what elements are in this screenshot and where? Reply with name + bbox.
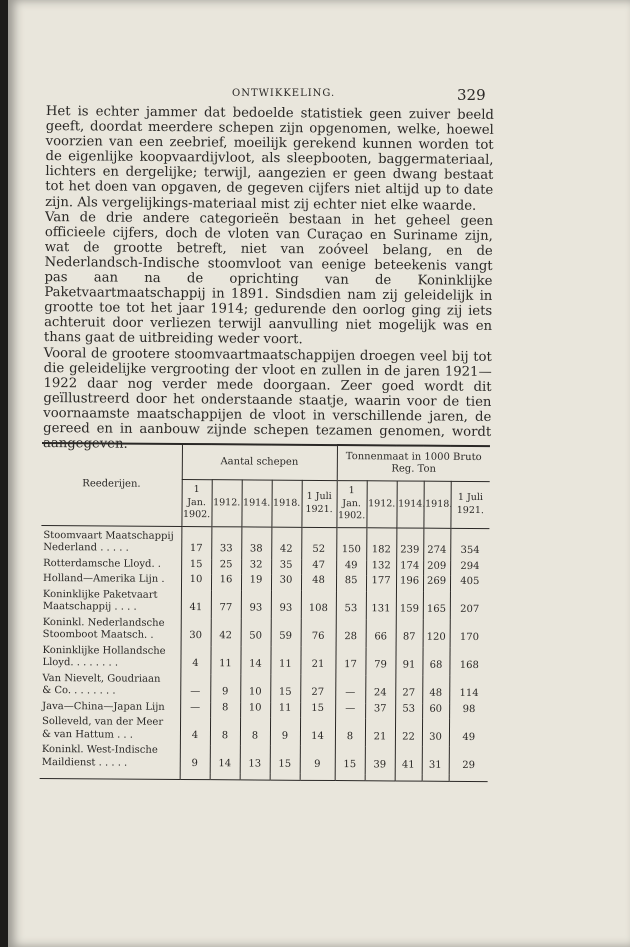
table-row bbox=[41, 525, 489, 561]
tonnage-cell: — bbox=[335, 675, 365, 703]
company-name bbox=[40, 700, 180, 716]
tonnage-cell: 354 bbox=[450, 528, 489, 561]
table-row bbox=[40, 716, 488, 747]
ships-cell: 21 bbox=[300, 646, 335, 674]
tonnage-cell: 85 bbox=[336, 575, 366, 591]
ships-cell: 27 bbox=[300, 674, 335, 702]
company-name-line: Java—China—Japan Lijn bbox=[42, 700, 165, 713]
page-number: 329 bbox=[457, 86, 486, 104]
company-name bbox=[41, 573, 181, 589]
tonnage-cell: 30 bbox=[422, 719, 449, 747]
tonnage-cell: 39 bbox=[365, 746, 395, 774]
ships-cell: 93 bbox=[271, 590, 301, 618]
ships-cell: 10 bbox=[240, 674, 270, 702]
tonnage-cell: 8 bbox=[335, 718, 365, 746]
tonnage-cell: 405 bbox=[450, 576, 489, 592]
tonnage-cell: 174 bbox=[396, 560, 423, 576]
table-row bbox=[41, 588, 489, 619]
tonnage-cell: 28 bbox=[336, 619, 366, 647]
company-name bbox=[41, 588, 181, 617]
company-name bbox=[41, 525, 181, 558]
tonnage-cell: 159 bbox=[396, 591, 423, 619]
tonnage-cell: 131 bbox=[366, 591, 396, 619]
ships-cell: 15 bbox=[270, 746, 300, 774]
ships-cell: 47 bbox=[301, 559, 336, 575]
ships-cell: 48 bbox=[301, 575, 336, 591]
year-header-ships: 1918. bbox=[271, 480, 301, 527]
ships-cell: 11 bbox=[210, 646, 240, 674]
company-name-line: Koninklijke Paketvaart bbox=[42, 588, 158, 601]
ships-cell: 50 bbox=[241, 618, 271, 646]
table-row bbox=[40, 672, 488, 703]
tonnage-cell: 168 bbox=[449, 647, 488, 675]
ships-cell: 11 bbox=[270, 702, 300, 718]
ships-cell: 77 bbox=[211, 590, 241, 618]
tonnage-cell: 60 bbox=[422, 703, 449, 719]
tonnage-cell: 150 bbox=[336, 527, 366, 560]
ships-cell: 30 bbox=[181, 617, 211, 645]
ships-cell: 9 bbox=[300, 746, 335, 774]
group-header-ships: Aantal schepen bbox=[182, 444, 337, 481]
tonnage-cell: 269 bbox=[423, 576, 450, 592]
company-name-line: Stoomvaart Maatschappij bbox=[43, 529, 174, 542]
company-name-line: Nederland . . . . . bbox=[43, 542, 129, 554]
ships-cell: 59 bbox=[271, 618, 301, 646]
paragraph: Vooral de grootere stoomvaartmaatschappijen droegen veel bij tot die geleidelijke vergrooting der vloot en zullen in de jaren 1921—1922 daar nog verder mede doorgaan. Zeer goed wordt dit geïllustreerd door het onderstaande staatje, waarin voor de tien voornaamste maatschappijen de vloot in verschillende jaren, de gereed en in aanbouw zijnde schepen tezamen genomen, wordt aangegeven. bbox=[42, 345, 492, 452]
company-name-line: Maildienst . . . . . bbox=[41, 756, 128, 769]
ships-cell: 14 bbox=[240, 646, 270, 674]
ships-cell: 15 bbox=[270, 674, 300, 702]
year-header-tonnage: 1914. bbox=[396, 481, 423, 528]
company-name bbox=[40, 744, 180, 773]
column-header-reederijen: Reederijen. bbox=[41, 443, 182, 526]
ships-cell: 9 bbox=[270, 718, 300, 746]
table-row bbox=[40, 744, 488, 775]
year-header-ships: 1912. bbox=[211, 480, 241, 527]
tonnage-cell: 49 bbox=[449, 719, 488, 747]
ships-cell: 76 bbox=[301, 618, 336, 646]
ships-cell: 38 bbox=[241, 526, 271, 559]
tonnage-cell: — bbox=[335, 703, 365, 719]
company-name-line: Koninkl. Nederlandsche bbox=[42, 616, 165, 629]
tonnage-cell: 53 bbox=[395, 703, 422, 719]
ships-cell: 30 bbox=[271, 575, 301, 591]
tonnage-cell: 66 bbox=[366, 619, 396, 647]
group-header-tonnage: Tonnenmaat in 1000 Bruto Reg. Ton bbox=[337, 445, 490, 482]
book-page bbox=[8, 0, 630, 947]
tonnage-cell: 37 bbox=[365, 703, 395, 719]
ships-cell: 9 bbox=[180, 745, 210, 773]
ships-cell: 52 bbox=[301, 527, 336, 560]
tonnage-cell: 17 bbox=[335, 647, 365, 675]
ships-cell: 25 bbox=[211, 559, 241, 575]
tonnage-cell: 48 bbox=[422, 675, 449, 703]
company-name bbox=[40, 716, 180, 745]
tonnage-cell: 98 bbox=[449, 703, 488, 719]
tonnage-cell: 170 bbox=[450, 619, 489, 647]
ships-cell: 35 bbox=[271, 559, 301, 575]
ships-cell: 15 bbox=[181, 558, 211, 574]
ships-cell: 13 bbox=[240, 745, 270, 773]
year-header-ships: 1 Juli 1921. bbox=[301, 480, 336, 527]
tonnage-cell: 274 bbox=[423, 528, 450, 561]
tonnage-cell: 120 bbox=[423, 619, 450, 647]
tonnage-cell: 22 bbox=[395, 718, 422, 746]
body-text bbox=[43, 104, 494, 455]
ships-cell: — bbox=[180, 673, 210, 701]
tonnage-cell: 132 bbox=[366, 560, 396, 576]
year-header-tonnage: 1912. bbox=[366, 481, 396, 528]
tonnage-cell: 114 bbox=[449, 675, 488, 703]
ships-cell: 11 bbox=[270, 646, 300, 674]
year-header-ships: 1914. bbox=[241, 480, 271, 527]
company-name-line: Stoomboot Maatsch. . bbox=[42, 629, 154, 641]
company-name bbox=[40, 672, 180, 701]
ships-cell: 93 bbox=[241, 590, 271, 618]
company-name-line: & van Hattum . . . bbox=[41, 728, 134, 741]
ships-cell: 4 bbox=[180, 645, 210, 673]
ships-cell: 10 bbox=[240, 702, 270, 718]
ships-cell: 41 bbox=[181, 589, 211, 617]
tonnage-cell: 79 bbox=[365, 647, 395, 675]
ships-cell: — bbox=[180, 701, 210, 717]
table-row bbox=[41, 616, 489, 647]
company-name-line: & Co. . . . . . . . bbox=[42, 685, 116, 697]
company-name-line: Koninkl. West-Indische bbox=[41, 744, 158, 756]
paragraph: Het is echter jammer dat bedoelde statistiek geen zuiver beeld geeft, doordat meerdere schepen zijn opgenomen, welke, hoewel voorzien van een zeebrief, moeilijk gerekend kunnen worden tot de eigenlijke koopvaardijvloot, als sleepbooten, baggermateriaal, lichters en dergelijke; terwijl, aangezien er geen dwang bestaat tot het doen van opgaven, de gegeven cijfers niet altijd up to date zijn. Als vergelijkings-materiaal mist zij echter niet elke waarde. bbox=[45, 104, 494, 214]
year-header-tonnage: 1918. bbox=[423, 481, 450, 528]
year-header-tonnage: 1 Jan. 1902. bbox=[336, 481, 366, 528]
tonnage-cell: 31 bbox=[422, 747, 449, 775]
ships-cell: 8 bbox=[240, 717, 270, 745]
ships-cell: 108 bbox=[301, 590, 336, 618]
ships-cell: 42 bbox=[271, 527, 301, 560]
company-name bbox=[41, 557, 181, 573]
tonnage-cell: 49 bbox=[336, 560, 366, 576]
tonnage-cell: 182 bbox=[366, 527, 396, 560]
ships-cell: 8 bbox=[210, 717, 240, 745]
tonnage-cell: 87 bbox=[396, 619, 423, 647]
tonnage-cell: 53 bbox=[336, 591, 366, 619]
ships-cell: 8 bbox=[210, 702, 240, 718]
fleet-table bbox=[40, 442, 490, 782]
tonnage-cell: 24 bbox=[365, 675, 395, 703]
tonnage-cell: 21 bbox=[365, 718, 395, 746]
tonnage-cell: 207 bbox=[450, 591, 489, 619]
ships-cell: 16 bbox=[211, 574, 241, 590]
ships-cell: 9 bbox=[210, 674, 240, 702]
tonnage-cell: 29 bbox=[449, 747, 488, 775]
ships-cell: 19 bbox=[241, 574, 271, 590]
ships-cell: 33 bbox=[211, 526, 241, 559]
ships-cell: 4 bbox=[180, 717, 210, 745]
company-name bbox=[40, 644, 180, 673]
company-name-line: Solleveld, van der Meer bbox=[42, 716, 164, 728]
company-name-line: Koninklijke Hollandsche bbox=[42, 644, 166, 657]
tonnage-cell: 196 bbox=[396, 575, 423, 591]
company-name-line: Rotterdamsche Lloyd. . bbox=[43, 557, 162, 570]
table-row bbox=[40, 644, 488, 675]
tonnage-cell: 209 bbox=[423, 560, 450, 576]
company-name-line: Holland—Amerika Lijn . bbox=[43, 573, 165, 585]
company-name-line: Lloyd. . . . . . . . bbox=[42, 657, 119, 669]
year-header-tonnage: 1 Juli 1921. bbox=[450, 481, 489, 528]
ships-cell: 14 bbox=[210, 745, 240, 773]
tonnage-cell: 294 bbox=[450, 560, 489, 576]
ships-cell: 17 bbox=[181, 526, 211, 559]
running-header: ONTWIKKELING. bbox=[232, 88, 336, 99]
ships-cell: 14 bbox=[300, 718, 335, 746]
ships-cell: 10 bbox=[181, 574, 211, 590]
ships-cell: 15 bbox=[300, 702, 335, 718]
tonnage-cell: 239 bbox=[396, 527, 423, 560]
tonnage-cell: 15 bbox=[335, 746, 365, 774]
company-name-line: Maatschappij . . . . bbox=[42, 601, 137, 613]
paragraph: Van de drie andere categorieën bestaan in het geheel geen officieele cijfers, doch de vloten van Curaçao en Suriname zijn, wat de grootte betreft, niet van zoóveel belang, en de Nederlandsch-Indische stoomvloot van eenige beteekenis vangt pas aan na de oprichting van de Koninklijke Paketvaartmaatschappij in 1891. Sindsdien nam zij geleidelijk in grootte toe tot het jaar 1914; gedurende den oorlog ging zij iets achteruit door verliezen terwijl aanvulling niet mogelijk was en thans gaat de uitbreiding weder voort. bbox=[43, 209, 494, 348]
ships-cell: 42 bbox=[211, 618, 241, 646]
company-name-line: Van Nievelt, Goudriaan bbox=[42, 672, 161, 685]
tonnage-cell: 27 bbox=[395, 675, 422, 703]
year-header-ships: 1 Jan. 1902. bbox=[181, 479, 211, 526]
tonnage-cell: 91 bbox=[395, 647, 422, 675]
tonnage-cell: 41 bbox=[395, 746, 422, 774]
tonnage-cell: 165 bbox=[423, 591, 450, 619]
company-name bbox=[41, 616, 181, 645]
ships-cell: 32 bbox=[241, 559, 271, 575]
tonnage-cell: 177 bbox=[366, 575, 396, 591]
tonnage-cell: 68 bbox=[422, 647, 449, 675]
